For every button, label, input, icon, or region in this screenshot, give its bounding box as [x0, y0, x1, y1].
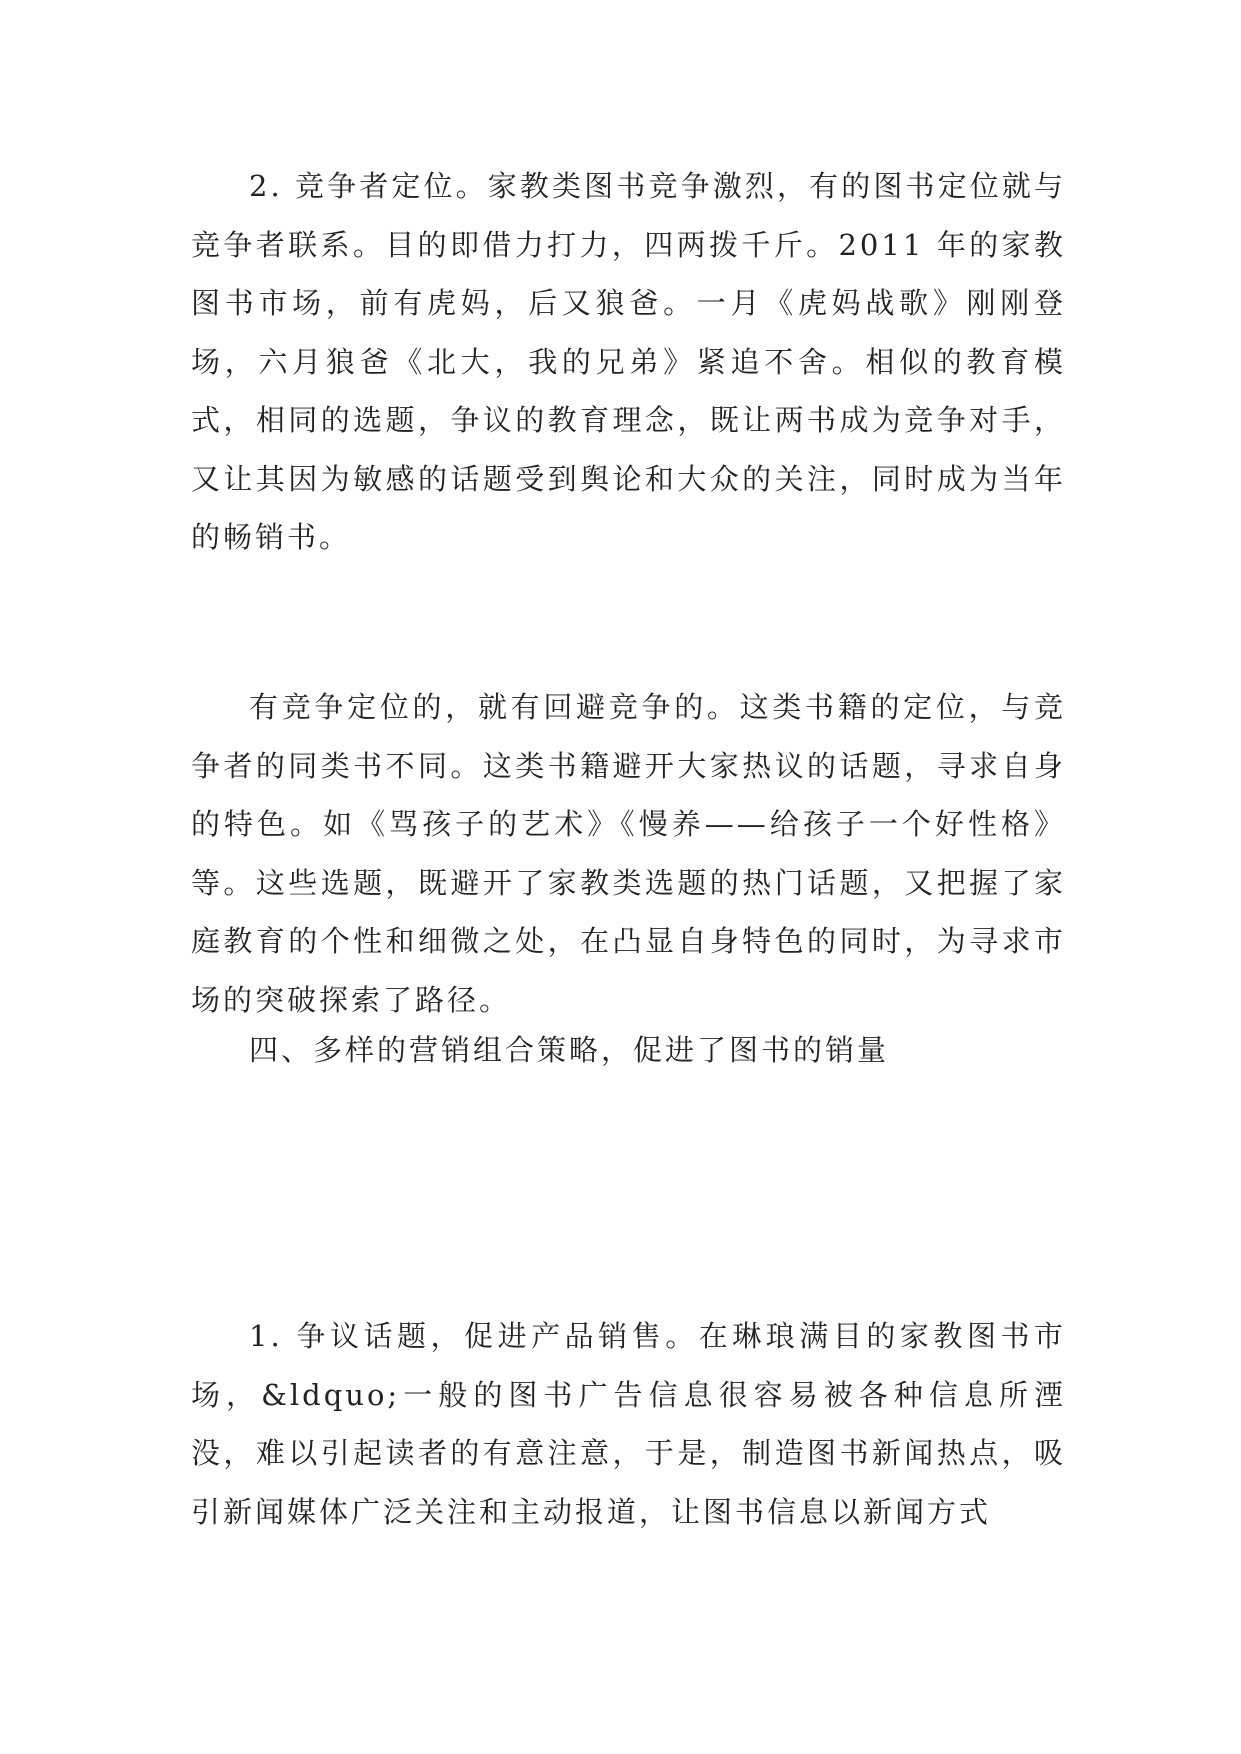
paragraph-controversial-topics: 1. 争议话题，促进产品销售。在琳琅满目的家教图书市场，&ldquo;一般的图书广告信息很容易被各种信息所湮没，难以引起读者的有意注意，于是，制造图书新闻热点，吸引新闻媒体广泛关注和主动报道，让图书信息以新闻方式: [191, 1319, 1066, 1529]
paragraph-competitor-positioning: 2. 竞争者定位。家教类图书竞争激烈，有的图书定位就与竞争者联系。目的即借力打力，四两拨千斤。2011 年的家教图书市场，前有虎妈，后又狼爸。一月《虎妈战歌》刚刚登场，六月狼爸《北大，我的兄弟》紧追不舍。相似的教育模式，相同的选题，争议的教育理念，既让两书成为竞争对手，又让其因为敏感的话题受到舆论和大众的关注，同时成为当年的畅销书。: [191, 169, 1066, 554]
paragraph-avoiding-competition: 有竞争定位的，就有回避竞争的。这类书籍的定位，与竞争者的同类书不同。这类书籍避开大家热议的话题，寻求自身的特色。如《骂孩子的艺术》《慢养——给孩子一个好性格》等。这些选题，既避开了家教类选题的热门话题，又把握了家庭教育的个性和细微之处，在凸显自身特色的同时，为寻求市场的突破探索了路径。: [191, 690, 1066, 1017]
section-heading-marketing-strategy: 四、多样的营销组合策略，促进了图书的销量: [249, 1033, 890, 1067]
